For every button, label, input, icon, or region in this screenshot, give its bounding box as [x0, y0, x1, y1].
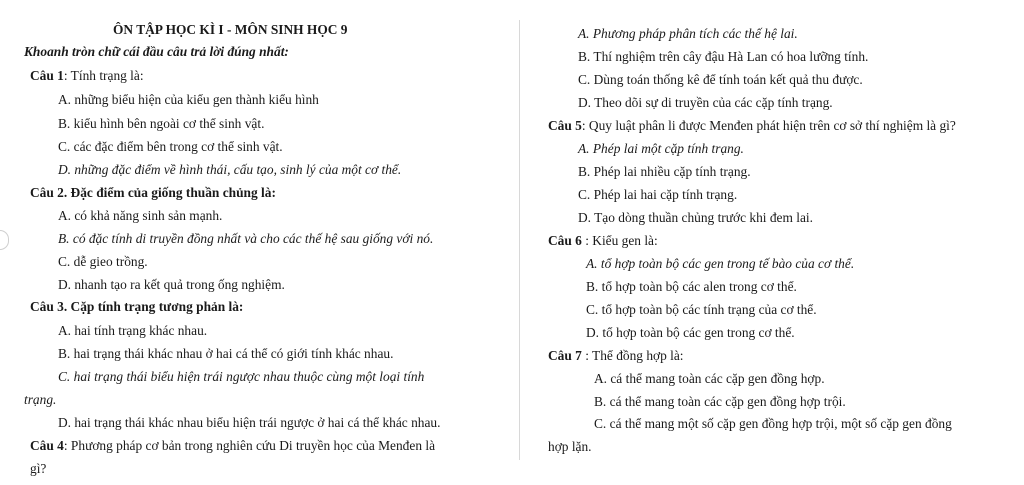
q2-option-d: D. nhanh tạo ra kết quả trong ống nghiệm. [58, 277, 285, 292]
question-7-text: : Thể đồng hợp là: [581, 348, 684, 363]
question-1-text: : Tính trạng là: [63, 68, 144, 83]
column-divider [519, 20, 520, 460]
q3-option-a: A. hai tính trạng khác nhau. [58, 323, 208, 338]
q7-option-a: A. cá thể mang toàn các cặp gen đồng hợp. [594, 371, 825, 386]
q1-option-d: D. những đặc điểm về hình thái, cấu tạo, sinh lý của một cơ thể. [58, 162, 402, 177]
question-2: Câu 2. Đặc điểm của giống thuần chủng là: [30, 185, 276, 200]
question-7 [548, 348, 684, 364]
q7-option-b: B. cá thể mang toàn các cặp gen đồng hợp trội. [594, 394, 846, 409]
question-6-text: : Kiểu gen là: [581, 233, 658, 248]
q2-option-c: C. dễ gieo trồng. [58, 254, 148, 269]
q4-option-a: A. Phương pháp phân tích các thế hệ lai. [578, 26, 798, 41]
question-4-line2: gì? [30, 461, 47, 476]
q7-option-c-line2: hợp lặn. [548, 439, 592, 454]
q6-option-c: C. tổ hợp toàn bộ các tính trạng của cơ thể. [586, 302, 817, 317]
question-1 [30, 68, 144, 84]
q3-option-c-line2: trạng. [24, 392, 57, 407]
q1-option-c: C. các đặc điểm bên trong cơ thể sinh vật. [58, 139, 283, 154]
question-4-text: : Phương pháp cơ bản trong nghiên cứu Di truyền học của Menđen là [63, 438, 436, 453]
question-4-line1 [30, 438, 435, 454]
question-5-text: : Quy luật phân li được Menđen phát hiện trên cơ sở thí nghiệm là gì? [581, 118, 956, 133]
q5-option-c: C. Phép lai hai cặp tính trạng. [578, 187, 738, 202]
q5-option-a: A. Phép lai một cặp tính trạng. [578, 141, 744, 156]
question-6 [548, 233, 658, 249]
q6-option-b: B. tổ hợp toàn bộ các alen trong cơ thể. [586, 279, 797, 294]
q5-option-b: B. Phép lai nhiều cặp tính trạng. [578, 164, 751, 179]
q4-option-d: D. Theo dõi sự di truyền của các cặp tính trạng. [578, 95, 833, 110]
worksheet-title: ÔN TẬP HỌC KÌ I - MÔN SINH HỌC 9 [113, 22, 348, 37]
question-7-label: Câu 7 [548, 348, 582, 363]
q4-option-b: B. Thí nghiệm trên cây đậu Hà Lan có hoa lưỡng tính. [578, 49, 869, 64]
question-5-label: Câu 5 [548, 118, 582, 133]
q6-option-a: A. tổ hợp toàn bộ các gen trong tế bào của cơ thể. [586, 256, 855, 271]
q1-option-b: B. kiểu hình bên ngoài cơ thể sinh vật. [58, 116, 265, 131]
question-1-label: Câu 1 [30, 68, 64, 83]
question-6-label: Câu 6 [548, 233, 582, 248]
page-edge-handle [0, 230, 9, 250]
q3-option-d: D. hai trạng thái khác nhau biểu hiện trái ngược ở hai cá thể khác nhau. [58, 415, 441, 430]
q3-option-c-line1: C. hai trạng thái biểu hiện trái ngược nhau thuộc cùng một loại tính [58, 369, 425, 384]
question-4-label: Câu 4 [30, 438, 64, 453]
q2-option-a: A. có khả năng sinh sản mạnh. [58, 208, 223, 223]
q4-option-c: C. Dùng toán thống kê để tính toán kết quả thu được. [578, 72, 863, 87]
q7-option-c-line1: C. cá thể mang một số cặp gen đồng hợp trội, một số cặp gen đồng [594, 416, 952, 431]
q3-option-b: B. hai trạng thái khác nhau ở hai cá thể có giới tính khác nhau. [58, 346, 394, 361]
instruction-text: Khoanh tròn chữ cái đầu câu trả lời đúng nhất: [24, 44, 289, 59]
question-3: Câu 3. Cặp tính trạng tương phản là: [30, 299, 244, 314]
question-5 [548, 118, 956, 134]
q6-option-d: D. tổ hợp toàn bộ các gen trong cơ thể. [586, 325, 795, 340]
q2-option-b: B. có đặc tính di truyền đồng nhất và cho các thế hệ sau giống với nó. [58, 231, 434, 246]
q5-option-d: D. Tạo dòng thuần chủng trước khi đem lai. [578, 210, 813, 225]
q1-option-a: A. những biểu hiện của kiểu gen thành kiểu hình [58, 92, 319, 107]
